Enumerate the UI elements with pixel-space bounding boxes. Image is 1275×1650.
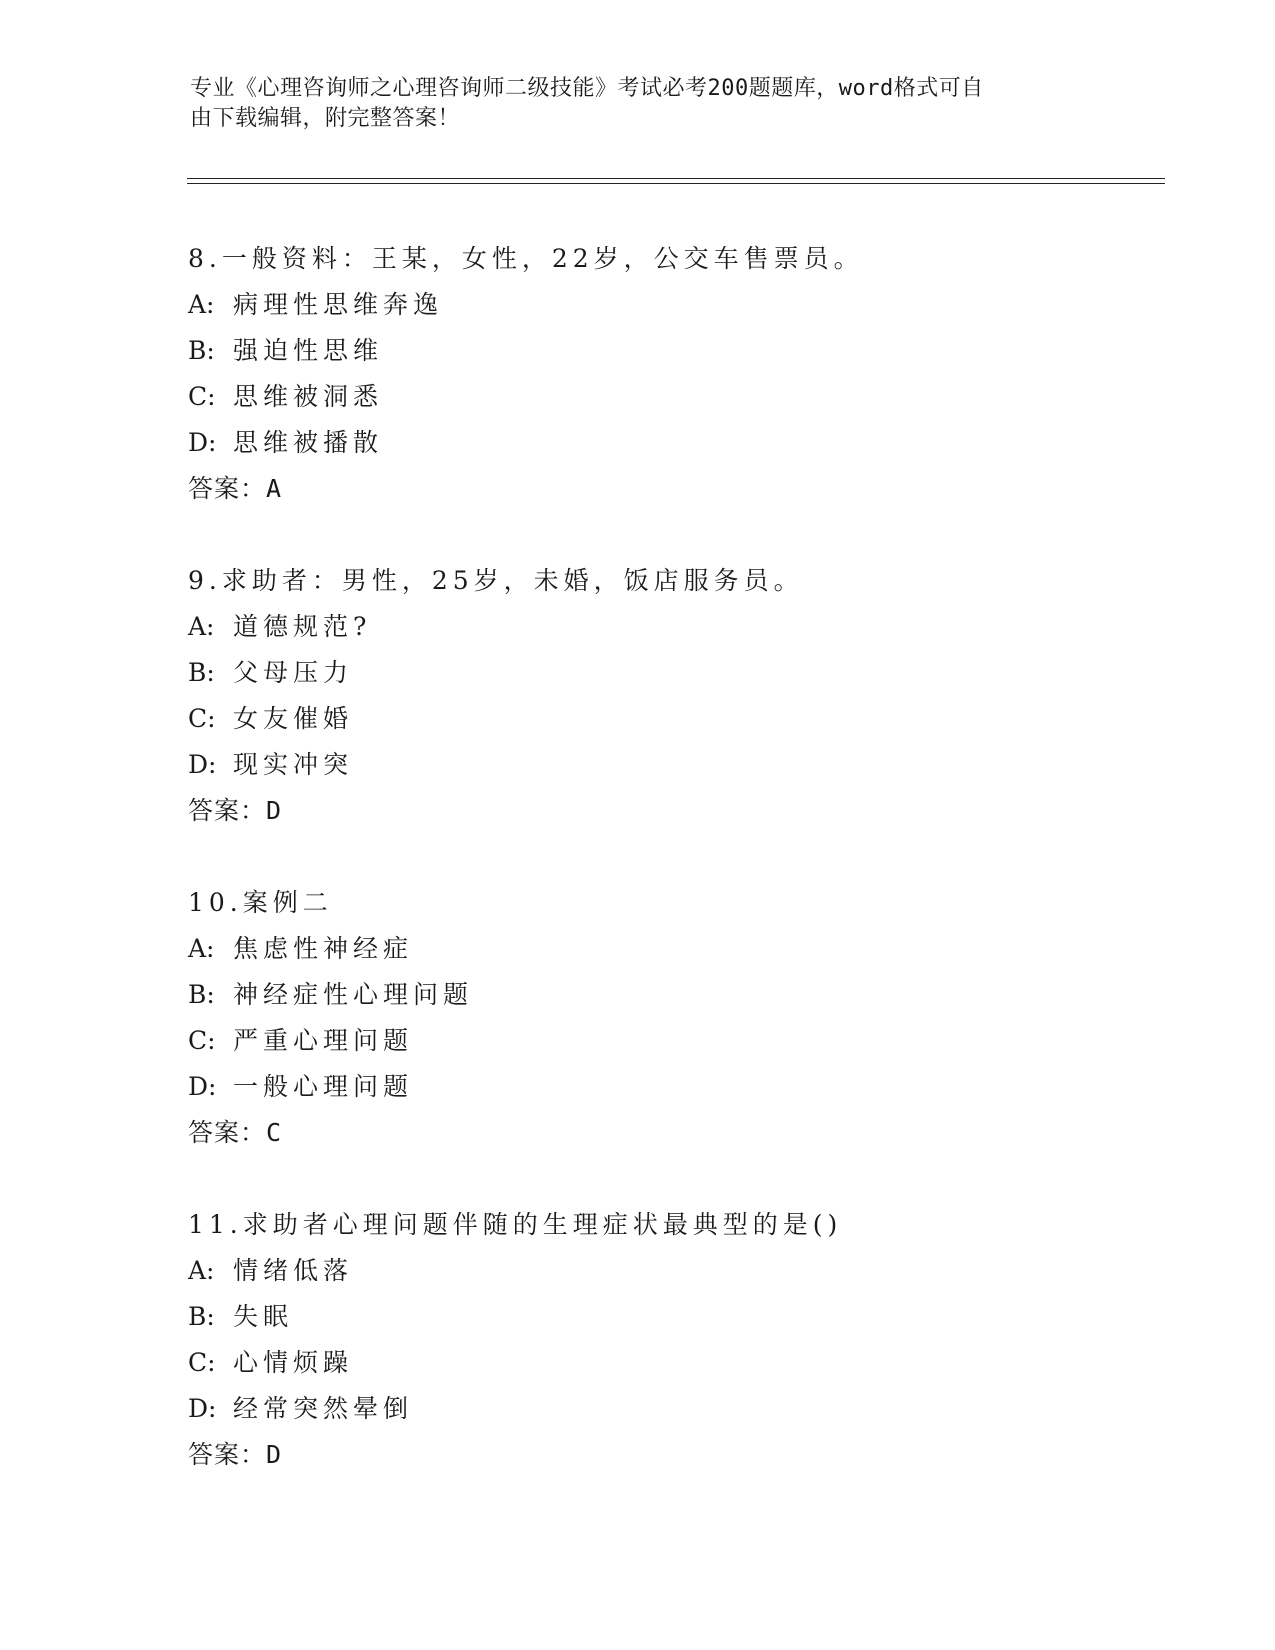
answer-line — [188, 1110, 473, 1156]
option-key: A: — [188, 612, 215, 641]
option-d — [188, 742, 804, 788]
option-b — [188, 328, 864, 374]
option-d — [188, 1064, 473, 1110]
option-text: 现实冲突 — [233, 750, 354, 779]
header-divider-bottom — [187, 183, 1165, 184]
option-key: C: — [188, 1348, 216, 1377]
option-key: B: — [188, 980, 215, 1009]
option-text: 经常突然晕倒 — [233, 1394, 414, 1423]
option-key: A: — [188, 934, 215, 963]
answer-value: D — [266, 796, 283, 825]
header-divider-top — [187, 178, 1165, 179]
question-block — [188, 1202, 842, 1478]
option-key: A: — [188, 1256, 215, 1285]
answer-value: D — [266, 1440, 283, 1469]
option-key: C: — [188, 1026, 216, 1055]
question-block — [188, 558, 804, 834]
option-d — [188, 1386, 842, 1432]
option-text: 思维被洞悉 — [233, 382, 384, 411]
option-c — [188, 374, 864, 420]
question-stem: 10.案例二 — [188, 888, 333, 917]
option-text: 父母压力 — [233, 658, 354, 687]
option-text: 道德规范? — [233, 612, 372, 641]
option-text: 思维被播散 — [233, 428, 384, 457]
option-text: 失眠 — [233, 1302, 294, 1331]
answer-line — [188, 466, 864, 512]
option-text: 女友催婚 — [233, 704, 354, 733]
option-text: 焦虑性神经症 — [233, 934, 414, 963]
answer-label: 答案： — [188, 1440, 267, 1469]
answer-value: C — [266, 1118, 283, 1147]
answer-label: 答案： — [188, 796, 267, 825]
option-key: B: — [188, 1302, 215, 1331]
option-text: 严重心理问题 — [233, 1026, 414, 1055]
option-key: C: — [188, 704, 216, 733]
option-text: 心情烦躁 — [233, 1348, 354, 1377]
option-c — [188, 696, 804, 742]
option-text: 强迫性思维 — [233, 336, 384, 365]
option-key: A: — [188, 290, 215, 319]
option-key: D: — [188, 750, 217, 779]
option-key: D: — [188, 1072, 217, 1101]
option-text: 病理性思维奔逸 — [233, 290, 444, 319]
option-key: D: — [188, 428, 217, 457]
option-text: 一般心理问题 — [233, 1072, 414, 1101]
option-text: 神经症性心理问题 — [233, 980, 474, 1009]
option-text: 情绪低落 — [233, 1256, 354, 1285]
option-key: B: — [188, 658, 215, 687]
answer-label: 答案： — [188, 474, 267, 503]
question-block — [188, 236, 864, 512]
option-a — [188, 604, 804, 650]
option-key: C: — [188, 382, 216, 411]
question-block — [188, 880, 473, 1156]
option-c — [188, 1018, 473, 1064]
option-key: B: — [188, 336, 215, 365]
option-a — [188, 1248, 842, 1294]
answer-value: A — [266, 474, 283, 503]
option-b — [188, 650, 804, 696]
question-stem: 8.一般资料：王某，女性，22岁，公交车售票员。 — [188, 244, 864, 273]
option-d — [188, 420, 864, 466]
option-a — [188, 926, 473, 972]
answer-line — [188, 788, 804, 834]
answer-line — [188, 1432, 842, 1478]
option-b — [188, 972, 473, 1018]
answer-label: 答案： — [188, 1118, 267, 1147]
document-header — [190, 74, 1090, 134]
question-stem: 9.求助者：男性，25岁，未婚，饭店服务员。 — [188, 566, 804, 595]
header-line-1: 专业《心理咨询师之心理咨询师二级技能》考试必考200题题库，word格式可自 — [190, 76, 984, 101]
header-line-2: 由下载编辑，附完整答案！ — [190, 106, 461, 131]
option-a — [188, 282, 864, 328]
option-b — [188, 1294, 842, 1340]
question-stem: 11.求助者心理问题伴随的生理症状最典型的是() — [188, 1210, 843, 1239]
option-key: D: — [188, 1394, 217, 1423]
option-c — [188, 1340, 842, 1386]
